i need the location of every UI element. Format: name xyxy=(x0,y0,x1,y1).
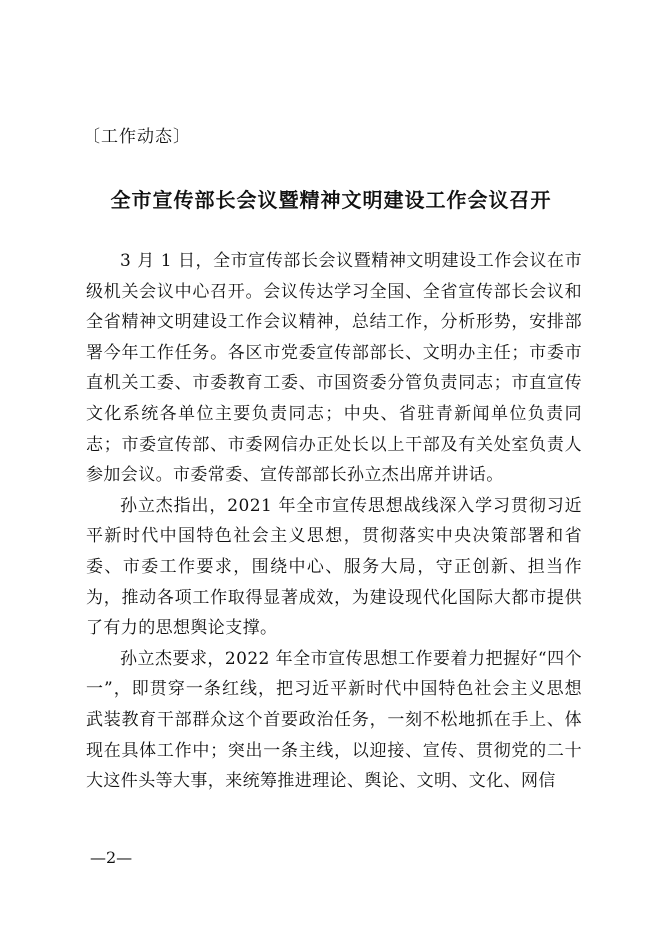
paragraph-1: 3 月 1 日，全市宣传部长会议暨精神文明建设工作会议在市级机关会议中心召开。会议传达学习全国、全省宣传部长会议和全省精神文明建设工作会议精神，总结工作，分析形势，安排部署今年工作任务。各区市党委宣传部部长、文明办主任；市委市直机关工委、市委教育工委、市国资委分管负责同志；市直宣传文化系统各单位主要负责同志；中央、省驻青新闻单位负责同志；市委宣传部、市委网信办正处长以上干部及有关处室负责人参加会议。市委常委、宣传部部长孙立杰出席并讲话。 xyxy=(86,251,582,486)
section-tag: 〔工作动态〕 xyxy=(83,127,191,147)
article-body xyxy=(86,246,582,797)
paragraph-2: 孙立杰指出，2021 年全市宣传思想战线深入学习贯彻习近平新时代中国特色社会主义思想，贯彻落实中央决策部署和省委、市委工作要求，围绕中心、服务大局，守正创新、担当作为，推动各项工作取得显著成效，为建设现代化国际大都市提供了有力的思想舆论支撑。 xyxy=(86,495,582,639)
page-number: —2— xyxy=(90,848,133,867)
paragraph-3: 孙立杰要求，2022 年全市宣传思想工作要着力把握好“四个一”，即贯穿一条红线，把习近平新时代中国特色社会主义思想武装教育干部群众这个首要政治任务，一刻不松地抓在手上、体现在具体工作中；突出一条主线，以迎接、宣传、贯彻党的二十大这件头等大事，来统筹推进理论、舆论、文明、文化、网信 xyxy=(86,648,582,792)
page-title: 全市宣传部长会议暨精神文明建设工作会议召开 xyxy=(110,188,552,212)
